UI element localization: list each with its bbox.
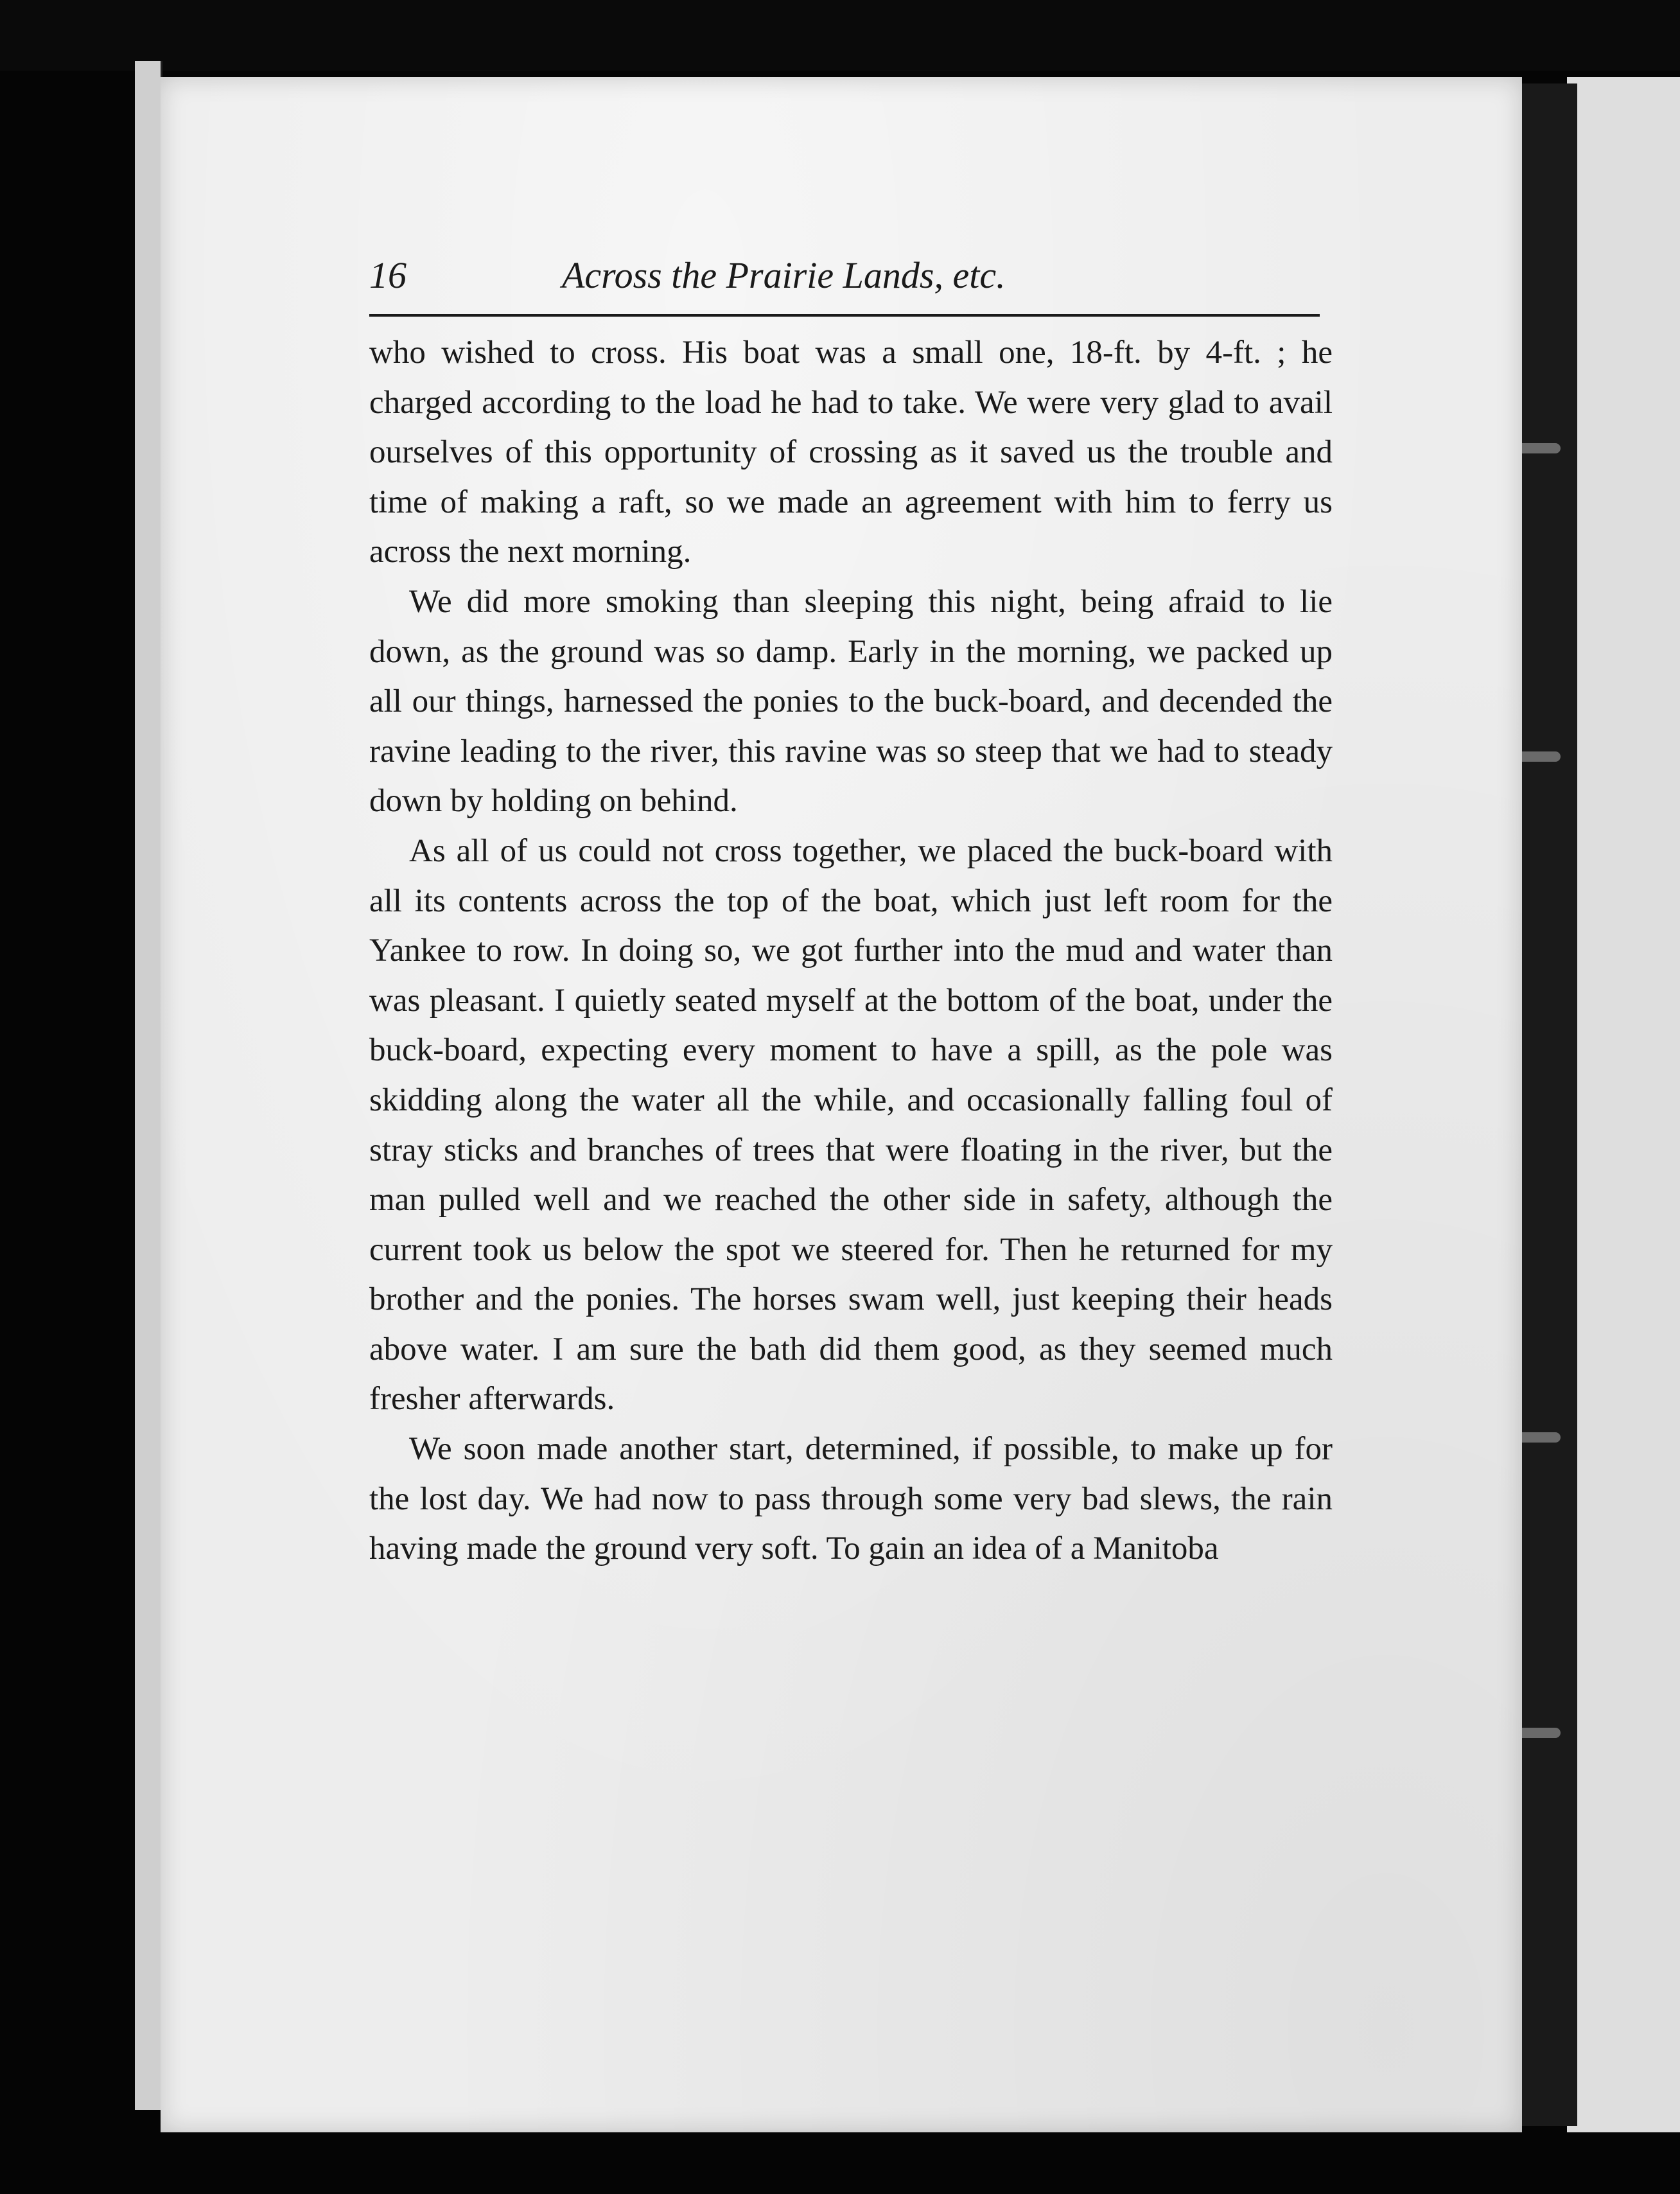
running-title: Across the Prairie Lands, etc. [562, 254, 1006, 296]
paragraph: As all of us could not cross together, we placed the buck-board with all its contents across the top of the boat, which just left room for the Yankee to row. In doing so, we got further into the mud and water than was pleasant. I quietly seated myself at the bottom of the boat, under the buck-board, expecting every moment to have a spill, as the pole was skidding along the water all the while, and occasionally falling foul of stray sticks and branches of trees that were floating in the river, but the man pulled well and we reached the other side in safety, although the current took us below the spot we steered for. Then he returned for my brother and the ponies. The horses swam well, just keeping their heads above water. I am sure the bath did them good, as they seemed much fresher afterwards. [369, 832, 1333, 1417]
spine-thread-mark [1516, 751, 1561, 762]
scan-top-border [0, 0, 1680, 71]
facing-page-edge [1567, 77, 1680, 2132]
paragraph: We soon made another start, determined, if possible, to make up for the lost day. We had now to pass through some very bad slews, the rain having made the ground very soft. To gain an idea of a Manitoba [369, 1431, 1333, 1567]
page-content [369, 254, 1333, 1574]
book-left-edge [135, 61, 162, 2110]
spine-thread-mark [1516, 443, 1561, 453]
header-rule [369, 314, 1320, 317]
spine-thread-mark [1516, 1432, 1561, 1443]
running-head [369, 254, 1333, 305]
page-number: 16 [369, 254, 407, 296]
spine-thread-mark [1516, 1728, 1561, 1738]
body-text [369, 328, 1333, 1574]
paragraph: We did more smoking than sleeping this night, being afraid to lie down, as the ground was so damp. Early in the morning, we packed up all our things, harnessed the ponies to the buck-board, and decended the ravine leading to the river, this ravine was so steep that we had to steady down by holding on behind. [369, 583, 1333, 820]
paragraph: who wished to cross. His boat was a small one, 18-ft. by 4-ft. ; he charged according to the load he had to take. We were very glad to avail ourselves of this opportunity of crossing as it saved us the trouble and time of making a raft, so we made an agreement with him to ferry us across the next morning. [369, 335, 1333, 570]
